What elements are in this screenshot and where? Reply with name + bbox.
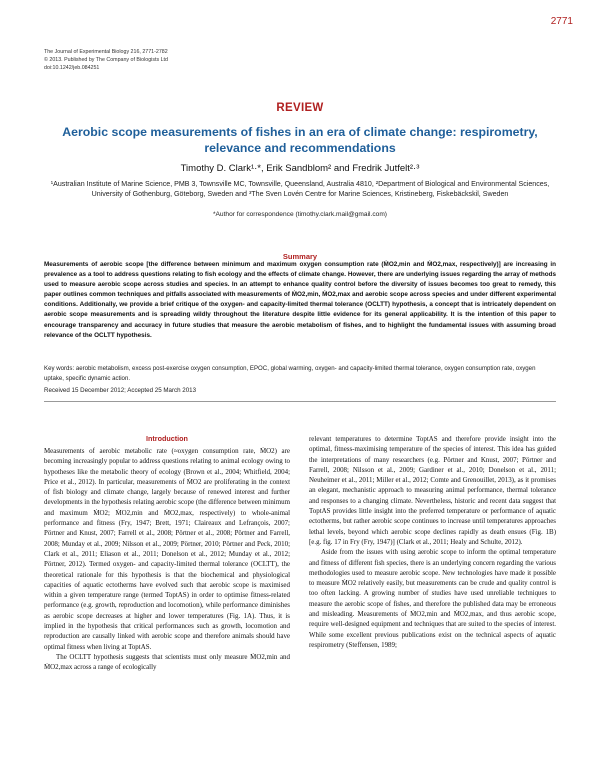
journal-info	[44, 48, 168, 72]
received-dates: Received 15 December 2012; Accepted 25 March 2013	[44, 387, 197, 394]
page-number: 2771	[550, 16, 573, 27]
article-title: Aerobic scope measurements of fishes in an era of climate change: respirometry, relevance and recommendations	[62, 125, 538, 155]
correspondence-note: *Author for correspondence (timothy.clark.mail@gmail.com)	[212, 211, 388, 218]
keywords: Key words: aerobic metabolism, excess post-exercise oxygen consumption, EPOC, global warming, oxygen- and capacity-limited thermal tolerance, oxygen consumption rate, oxygen uptake, specific dynamic action.	[44, 365, 536, 382]
right-column	[309, 434, 556, 650]
journal-doi: doi:10.1242/jeb.084251	[44, 65, 100, 71]
introduction-heading: Introduction	[146, 434, 188, 443]
section-label: REVIEW	[276, 102, 324, 114]
affiliations: ¹Australian Institute of Marine Science, PMB 3, Townsville MC, Townsville, Queensland, Australia 4810, ²Department of Biological and Environmental Sciences, University of Gothenburg, Göteborg, Sweden and ³The Sven Lovén Centre for Marine Sciences, Kristineberg, Fiskebäckskil, Sweden	[50, 180, 550, 198]
summary-heading: Summary	[282, 252, 318, 261]
journal-citation: The Journal of Experimental Biology 216, 2771-2782	[44, 49, 168, 55]
author-list: Timothy D. Clark¹·*, Erik Sandblom² and Fredrik Jutfelt²·³	[180, 163, 420, 174]
left-column	[44, 446, 290, 673]
intro-paragraph-2: The OCLTT hypothesis suggests that scientists must only measure ṀO2,min and ṀO2,max across a range of ecologically	[44, 652, 290, 672]
intro-paragraph-1: Measurements of aerobic metabolic rate (≈oxygen consumption rate, ṀO2) are becoming increasingly popular to address questions relating to animal ecology owing to hypotheses like the metabolic theory of ecology (Brown et al., 2004; Whitfield, 2004; Price et al., 2012). In particular, measurements of ṀO2 are proliferating in the context of fish biology and climate change, largely because of renewed interest and further developments in the hypothesis relating aerobic scope (the difference between minimum and maximum ṀO2; ṀO2,min and ṀO2,max, respectively) to whole-animal performance and fitness (Fry, 1947; Brett, 1971; Claireaux and Lefrançois, 2007; Pörtner and Knust, 2007; Farrell et al., 2008; Pörtner et al., 2008; Pörtner and Farrell, 2008; Munday et al., 2009; Nilsson et al., 2009; Pörtner, 2010; Pörtner and Peck, 2010; Clark et al., 2011; Eliason et al., 2011; Donelson et al., 2012; Munday et al., 2012; Pörtner, 2012). Termed oxygen- and capacity-limited thermal tolerance (OCLTT), the theoretical rationale for this hypothesis is that the biochemical and physiological capacities of aquatic ectotherms have evolved such that aerobic scope is maximised within a given temperature range (termed ToptAS) in order to optimise fitness-related performance (e.g. growth, reproduction and locomotion), while performance diminishes as aerobic scope decreases at higher and lower temperatures (Fig. 1A). Thus, it is implied in the hypothesis that critical performances such as growth, locomotion and reproduction are causally linked with aerobic scope and therefore animals should have optimal fitness when living at ToptAS.	[44, 447, 290, 651]
intro-paragraph-4: Aside from the issues with using aerobic scope to inform the optimal temperature and fitness of different fish species, there is an underlying concern regarding the various methodologies used to measure aerobic scope. New technologies have made it possible to measure ṀO2 relatively easily, but measurements can be crude and quality control is too often lacking. A growing number of studies have used unreliable techniques to measure the aerobic scope of fishes, and therefore the published data may be erroneous and misleading. Measurements of ṀO2,min and ṀO2,max, and thus aerobic scope, require well-designed equipment and techniques that are suited to the species of interest. While some excellent previous publications exist on the technical aspects of aquatic respirometry (Steffensen, 1989;	[309, 548, 556, 649]
summary-text: Measurements of aerobic scope [the difference between minimum and maximum oxygen consumption rate (ṀO2,min and ṀO2,max, respectively)] are increasing in prevalence as a tool to address questions relating to fish ecology and the effects of climate change. However, there are underlying issues regarding the array of methods used to measure aerobic scope across studies and species. In an attempt to enhance quality control before the diversity of issues becomes too great to remedy, this paper outlines common techniques and pitfalls associated with measurements of ṀO2,min, ṀO2,max and aerobic scope across species and under different experimental conditions. Additionally, we provide a brief critique of the oxygen- and capacity-limited thermal tolerance (OCLTT) hypothesis, a concept that is intricately dependent on aerobic scope measurements and is spreading wildly throughout the literature despite little evidence for its general applicability. It is the intention of this paper to encourage transparency and accuracy in future studies that measure the aerobic metabolism of fishes, and to highlight the fundamental issues with assuming broad relevance of the OCLTT hypothesis.	[44, 261, 556, 339]
section-divider	[44, 401, 556, 402]
journal-copyright: © 2013. Published by The Company of Biologists Ltd	[44, 57, 168, 63]
intro-paragraph-3: relevant temperatures to determine ToptAS and therefore provide insight into the optimal, fitness-maximising temperature of the species of interest. This idea has guided the interpretations of many researchers (e.g. Pörtner and Knust, 2007; Pörtner and Farrell, 2008; Nilsson et al., 2009; Gardiner et al., 2010; Donelson et al., 2011; Neuheimer et al., 2011; Miller et al., 2012; Comte and Grenouillet, 2013), as it promises an elegant, mechanistic approach to measuring animal performance, thermal tolerance and responses to a changing climate. Nevertheless, historic and recent data suggest that ToptAS provides little insight into the preferred temperature or performance of aquatic ectotherms, but rather aerobic scope continues to increase until temperatures approaches lethal levels, beyond which aerobic scope declines rapidly as death ensues (Fig. 1B) [e.g. fig. 17 in Fry (Fry, 1947)] (Clark et al., 2011; Healy and Schulte, 2012).	[309, 435, 556, 546]
